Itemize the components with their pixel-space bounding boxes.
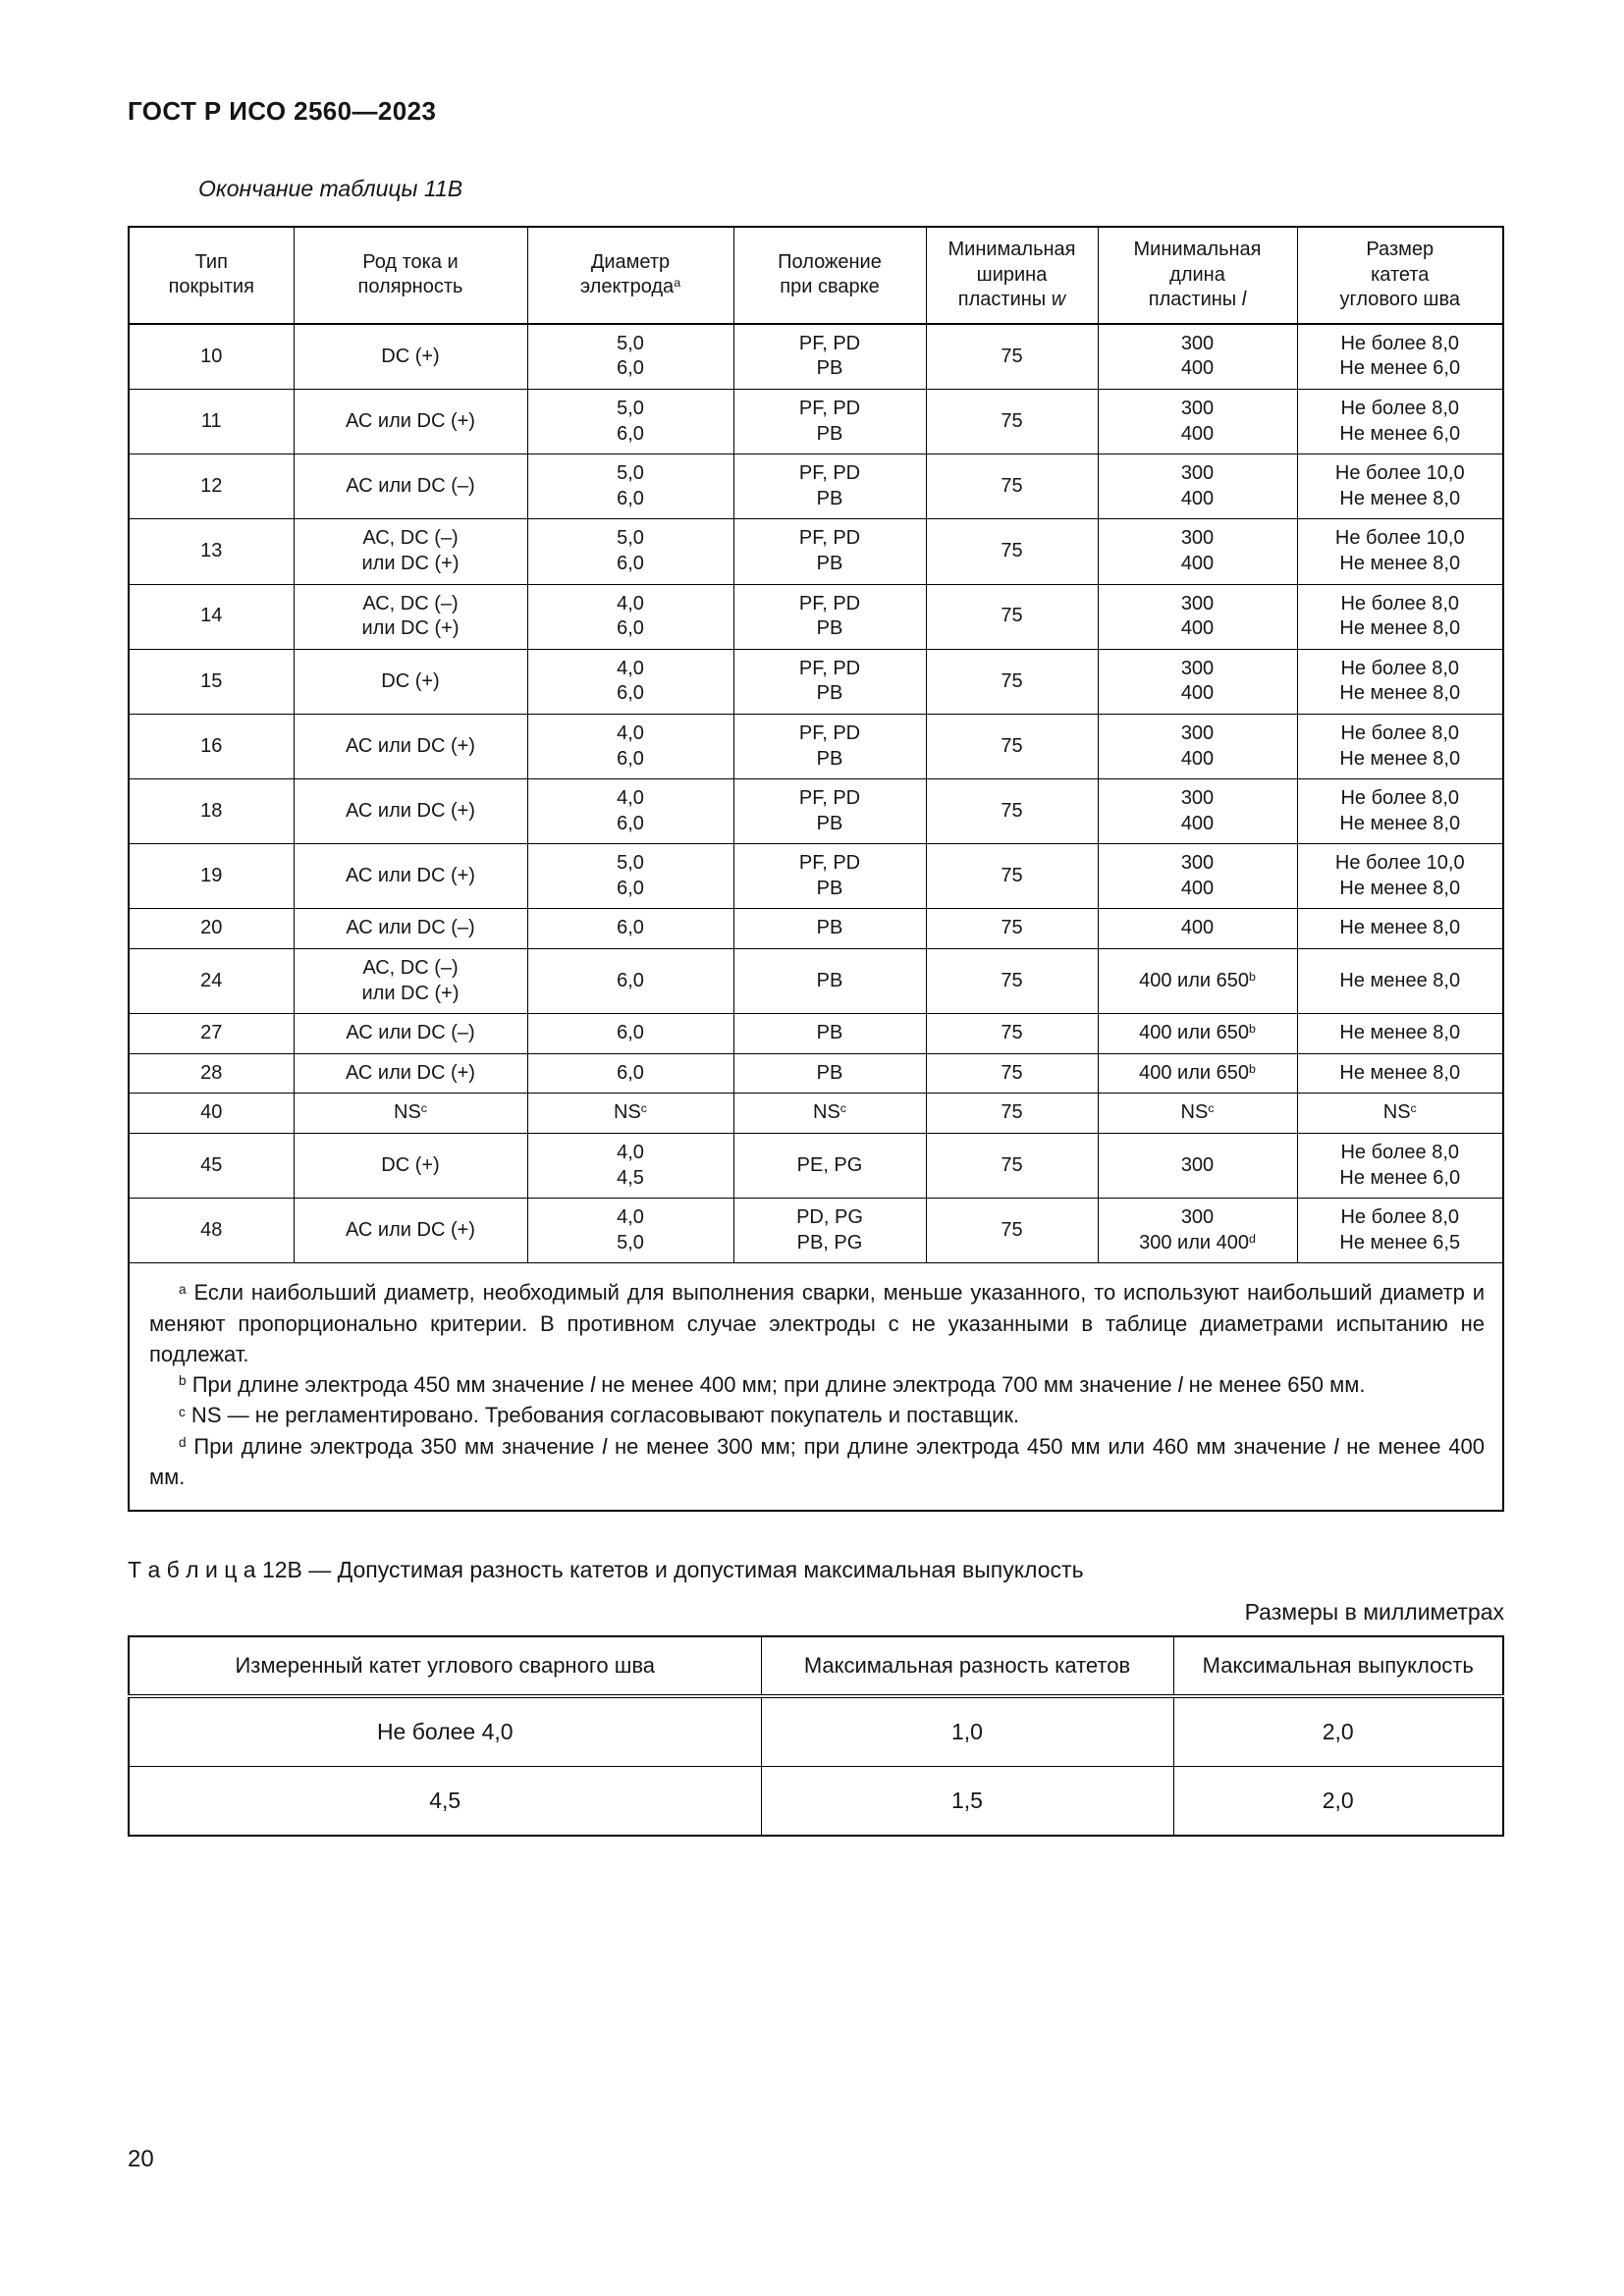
table-cell: 4,0 4,5 — [527, 1134, 733, 1199]
table-row — [129, 584, 1503, 649]
table-cell: 300 — [1098, 1134, 1297, 1199]
table-cell: 4,0 6,0 — [527, 649, 733, 714]
table-row — [129, 909, 1503, 949]
table-cell: DC (+) — [294, 649, 527, 714]
table-row — [129, 1696, 1503, 1767]
table-cell: 400 или 650$^b$ — [1098, 1014, 1297, 1054]
table-cell: 75 — [926, 584, 1098, 649]
table-cell: Не более 8,0 Не менее 8,0 — [1297, 779, 1503, 844]
table-cell: 4,0 6,0 — [527, 714, 733, 778]
table-cell: Не более 10,0 Не менее 8,0 — [1297, 454, 1503, 519]
table-cell: Не более 8,0 Не менее 6,0 — [1297, 389, 1503, 454]
table-cell: 300 400 — [1098, 649, 1297, 714]
table-cell: АС или DC (+) — [294, 779, 527, 844]
table-cell: Не более 8,0 Не менее 8,0 — [1297, 649, 1503, 714]
table-cell: 400 или 650$^b$ — [1098, 949, 1297, 1014]
table-cell: PF, PD PB — [733, 649, 926, 714]
table-cell: 27 — [129, 1014, 294, 1054]
table-cell: 5,0 6,0 — [527, 844, 733, 909]
table-cell: 1,5 — [761, 1767, 1173, 1837]
table-cell: 5,0 6,0 — [527, 324, 733, 390]
table-row — [129, 714, 1503, 778]
table-cell: PB — [733, 949, 926, 1014]
table-row — [129, 844, 1503, 909]
table-cell: 300 400 — [1098, 454, 1297, 519]
table-cell: 300 400 — [1098, 584, 1297, 649]
table-body — [129, 324, 1503, 1263]
table-cell: АС, DC (–) или DC (+) — [294, 519, 527, 584]
table-cell: PF, PD PB — [733, 844, 926, 909]
table-11b — [128, 226, 1504, 1263]
table-cell: 10 — [129, 324, 294, 390]
table-cell: 48 — [129, 1199, 294, 1263]
table-cell: 12 — [129, 454, 294, 519]
table-footnote: $^c$ NS — не регламентировано. Требования согласовывают покупатель и поставщик. — [179, 1403, 1020, 1428]
column-header: Род тока и полярность — [294, 227, 527, 324]
table-cell: 16 — [129, 714, 294, 778]
table-cell: PF, PD PB — [733, 714, 926, 778]
table-cell: $NS^c$ — [1098, 1094, 1297, 1134]
table-cell: АС, DC (–) или DC (+) — [294, 584, 527, 649]
table-cell: PF, PD PB — [733, 324, 926, 390]
table-row — [129, 454, 1503, 519]
table-cell: PB — [733, 1053, 926, 1094]
table-cell: АС или DC (+) — [294, 1199, 527, 1263]
table-cell: 28 — [129, 1053, 294, 1094]
table-row — [129, 1094, 1503, 1134]
table-footnote: $^d$ При длине электрода 350 мм значение l не менее 300 мм; при длине электрода 450 мм или 460 мм значение l не менее 400 мм. — [149, 1433, 1485, 1489]
table-cell: PF, PD PB — [733, 389, 926, 454]
table-row — [129, 779, 1503, 844]
table-cell: 18 — [129, 779, 294, 844]
table-cell: PB — [733, 1014, 926, 1054]
table-cell: 300 400 — [1098, 389, 1297, 454]
table-cell: 75 — [926, 909, 1098, 949]
table-cell: 75 — [926, 714, 1098, 778]
table-cell: 6,0 — [527, 949, 733, 1014]
table-row — [129, 1014, 1503, 1054]
table-cell: 6,0 — [527, 1014, 733, 1054]
table-cell: 75 — [926, 324, 1098, 390]
column-header: Минимальная длина пластины l — [1098, 227, 1297, 324]
table-cell: 4,0 6,0 — [527, 584, 733, 649]
table-cell: $NS^c$ — [527, 1094, 733, 1134]
table-cell: 45 — [129, 1134, 294, 1199]
table-cell: 24 — [129, 949, 294, 1014]
table-body — [129, 1696, 1503, 1836]
table-cell: PF, PD PB — [733, 584, 926, 649]
table-cell: 75 — [926, 1134, 1098, 1199]
table-cell: DC (+) — [294, 324, 527, 390]
table-cell: 75 — [926, 1094, 1098, 1134]
table-cell: 300 400 — [1098, 324, 1297, 390]
table-cell: Не более 10,0 Не менее 8,0 — [1297, 519, 1503, 584]
table-cell: 75 — [926, 1199, 1098, 1263]
table-cell: Не более 8,0 Не менее 6,0 — [1297, 1134, 1503, 1199]
table-cell: 300 400 — [1098, 779, 1297, 844]
table-cell: 6,0 — [527, 909, 733, 949]
column-header: Минимальная ширина пластины w — [926, 227, 1098, 324]
table-12b-caption: Т а б л и ц а 12В — Допустимая разность катетов и допустимая максимальная выпуклость — [128, 1557, 1084, 1583]
column-header: Максимальная разность катетов — [761, 1636, 1173, 1696]
table-cell: Не менее 8,0 — [1297, 909, 1503, 949]
table-12b — [128, 1635, 1504, 1837]
table-cell: АС или DC (–) — [294, 909, 527, 949]
table-row — [129, 389, 1503, 454]
table-cell: 75 — [926, 1014, 1098, 1054]
table-cell: Не менее 8,0 — [1297, 1014, 1503, 1054]
table-cell: 5,0 6,0 — [527, 454, 733, 519]
column-header: Измеренный катет углового сварного шва — [129, 1636, 761, 1696]
table-cell: 300 400 — [1098, 844, 1297, 909]
table-cell: DC (+) — [294, 1134, 527, 1199]
table-cell: 19 — [129, 844, 294, 909]
table-row — [129, 1767, 1503, 1837]
table-11b-block — [128, 226, 1504, 1512]
table-cell: PB — [733, 909, 926, 949]
column-header: Диаметр электрода$^a$ — [527, 227, 733, 324]
table-cell: 15 — [129, 649, 294, 714]
column-header: Размер катета углового шва — [1297, 227, 1503, 324]
table-cell: 20 — [129, 909, 294, 949]
table-cell: АС или DC (–) — [294, 1014, 527, 1054]
table-cell: $NS^c$ — [733, 1094, 926, 1134]
table-cell: Не более 4,0 — [129, 1696, 761, 1767]
table-cell: $NS^c$ — [1297, 1094, 1503, 1134]
table-cell: 5,0 6,0 — [527, 519, 733, 584]
table-row — [129, 519, 1503, 584]
table-cell: 75 — [926, 649, 1098, 714]
table-row — [129, 1134, 1503, 1199]
table-header-row — [129, 1636, 1503, 1696]
table-cell: 75 — [926, 1053, 1098, 1094]
column-header: Положение при сварке — [733, 227, 926, 324]
table-cell: АС или DC (+) — [294, 389, 527, 454]
document-code: ГОСТ Р ИСО 2560—2023 — [128, 96, 437, 126]
column-header: Тип покрытия — [129, 227, 294, 324]
table-cell: 75 — [926, 454, 1098, 519]
table-cell: АС или DC (+) — [294, 714, 527, 778]
table-row — [129, 649, 1503, 714]
table-cell: 5,0 6,0 — [527, 389, 733, 454]
table-cell: 2,0 — [1173, 1767, 1503, 1837]
table-cell: Не более 8,0 Не менее 8,0 — [1297, 584, 1503, 649]
table-cell: 400 — [1098, 909, 1297, 949]
table-cell: PF, PD PB — [733, 454, 926, 519]
table-cell: Не более 8,0 Не менее 6,5 — [1297, 1199, 1503, 1263]
table-cell: Не более 8,0 Не менее 8,0 — [1297, 714, 1503, 778]
table-row — [129, 1053, 1503, 1094]
table-cell: 300 300 или 400$^d$ — [1098, 1199, 1297, 1263]
table-cell: PF, PD PB — [733, 779, 926, 844]
table-footnote: $^b$ При длине электрода 450 мм значение l не менее 400 мм; при длине электрода 700 мм значение l не менее 650 мм. — [179, 1372, 1366, 1398]
table-cell: PF, PD PB — [733, 519, 926, 584]
table-cell: Не менее 8,0 — [1297, 949, 1503, 1014]
table-cell: 400 или 650$^b$ — [1098, 1053, 1297, 1094]
table-cell: 1,0 — [761, 1696, 1173, 1767]
table-footnote: $^a$ Если наибольший диаметр, необходимый для выполнения сварки, меньше указанного, то используют наибольший диаметр и меняют пропорционально критерии. В противном случае электроды с не указанными в таблице диаметрами испытанию не подлежат. — [149, 1280, 1485, 1366]
table-cell: АС или DC (+) — [294, 1053, 527, 1094]
table-cell: 40 — [129, 1094, 294, 1134]
table-cell: 6,0 — [527, 1053, 733, 1094]
table-cell: АС или DC (–) — [294, 454, 527, 519]
table-cell: 300 400 — [1098, 519, 1297, 584]
table-cell: АС, DC (–) или DC (+) — [294, 949, 527, 1014]
table-cell: 13 — [129, 519, 294, 584]
table-cell: 4,0 6,0 — [527, 779, 733, 844]
units-note: Размеры в миллиметрах — [1244, 1599, 1504, 1626]
table-cell: 14 — [129, 584, 294, 649]
table-cell: $NS^c$ — [294, 1094, 527, 1134]
table-cell: 2,0 — [1173, 1696, 1503, 1767]
table-cell: АС или DC (+) — [294, 844, 527, 909]
table-cell: Не менее 8,0 — [1297, 1053, 1503, 1094]
table-cell: Не более 8,0 Не менее 6,0 — [1297, 324, 1503, 390]
table-cell: 4,5 — [129, 1767, 761, 1837]
table-row — [129, 324, 1503, 390]
table-cell: 4,0 5,0 — [527, 1199, 733, 1263]
table-11b-footnotes — [128, 1263, 1504, 1512]
table-cell: 75 — [926, 389, 1098, 454]
table-continuation-caption: Окончание таблицы 11В — [198, 176, 463, 201]
table-cell: PD, PG PB, PG — [733, 1199, 926, 1263]
table-cell: 75 — [926, 519, 1098, 584]
table-cell: 300 400 — [1098, 714, 1297, 778]
table-cell: Не более 10,0 Не менее 8,0 — [1297, 844, 1503, 909]
table-row — [129, 1199, 1503, 1263]
table-row — [129, 949, 1503, 1014]
page-number: 20 — [128, 2146, 154, 2172]
table-cell: 75 — [926, 949, 1098, 1014]
table-cell: 75 — [926, 779, 1098, 844]
column-header: Максимальная выпуклость — [1173, 1636, 1503, 1696]
table-header-row — [129, 227, 1503, 324]
table-cell: 75 — [926, 844, 1098, 909]
table-cell: 11 — [129, 389, 294, 454]
table-cell: PE, PG — [733, 1134, 926, 1199]
